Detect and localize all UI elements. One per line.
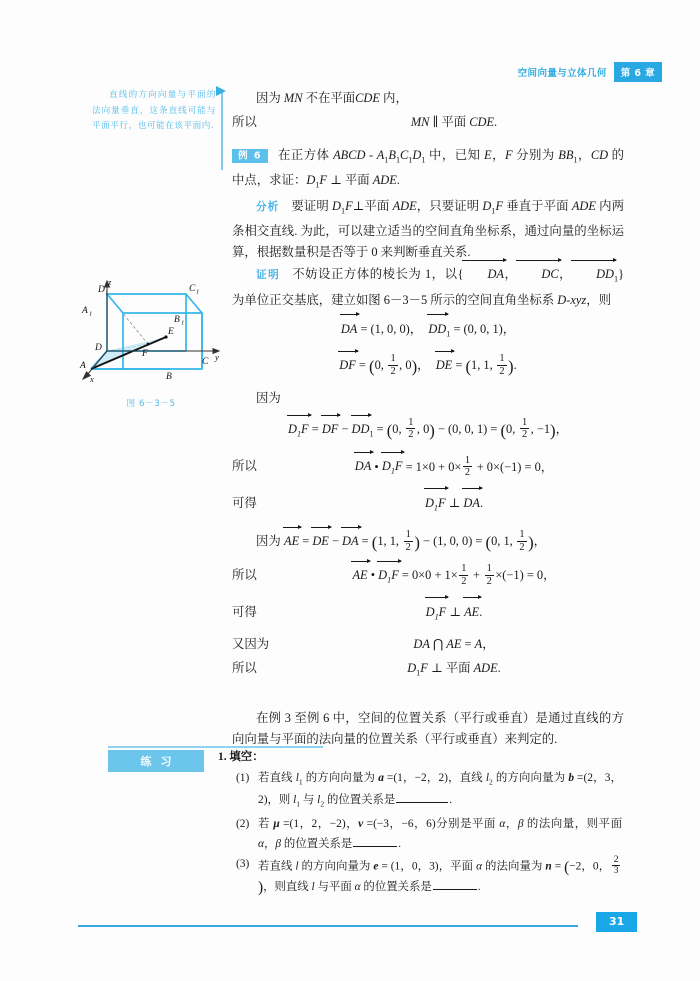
analysis-label: 分析 (256, 200, 280, 213)
figure-caption: 图 6－3－5 (126, 399, 176, 409)
margin-note-rule (221, 92, 223, 170)
exercise-item-2-text: 若 μ =(1，2，−2)，v =(−3，−6，6)分别是平面 α，β 的法向量，则平面 α，β 的位置关系是 . (258, 818, 622, 850)
label-E: E (168, 327, 174, 337)
deduce-2 (232, 601, 624, 627)
continued-therefore (232, 112, 624, 133)
exercise-item-3-text: 若直线 l 的方向向量为 e = (1，0，3)，平面 α 的法向量为 n = (−2，0， $\frac{2}{3}$ )，则直线 l 与平面 α 的位置关系是 . (258, 854, 619, 897)
example-tag: 例 6 (232, 149, 268, 164)
eq-perp-1: $D_1F$ ⊥ DA. (284, 492, 624, 518)
final-therefore (232, 658, 624, 683)
segment-AE (91, 337, 166, 369)
continued-formula: MN ∥ 平面 CDE. (410, 115, 498, 129)
eq-df-de: DF = (0, $\frac{1}{2}$ , 0)， DE = (1, 1, $\frac{1}{2}$ ). (339, 353, 517, 377)
label-B1: B (174, 315, 180, 325)
example-proof-intro: 证明 不妨设正方体的棱长为 1，以{ DA， DC， $DD_1$}为单位正交基底，建立如图 6－3－5 所示的空间直角坐标系 D-xyz，则 (232, 263, 624, 310)
exercise-item-1 (236, 769, 622, 815)
deduce-label-2: 可得 (232, 604, 257, 619)
exercise-list (218, 748, 622, 899)
because-label-2: 因为 (256, 534, 281, 549)
exercise-item-1-label: (1) (236, 771, 250, 784)
cube-figure (78, 272, 224, 409)
footer-rule (78, 925, 578, 927)
body-column (232, 88, 624, 752)
axis-label-x: x (90, 374, 94, 384)
exercise-badge: 练习 (108, 750, 204, 772)
page-number: 31 (596, 912, 637, 932)
answer-blank-1[interactable] (396, 793, 448, 804)
label-B: B (166, 372, 172, 382)
eq-ae: AE = DE − DA = (1, 1, $\frac{1}{2}$ ) − (1, 0, 0) = (0, 1, $\frac{1}{2}$ )， (284, 529, 547, 553)
because-1: 因为 (256, 391, 281, 406)
because-2 (232, 529, 624, 553)
eq-dot-2: AE • $D_1F = 0\times 0 + 1\times$ $\frac{1}{2}$ + $\frac{1}{2}$ ×(−1) = 0， (284, 563, 624, 590)
exercise-item-3-label: (3) (236, 858, 250, 871)
label-F: F (142, 349, 148, 359)
exercise-item-3 (236, 855, 622, 898)
continued-because: 因为 MN 不在平面CDE 内， (256, 91, 408, 105)
label-D1: D (98, 285, 105, 295)
exercise-number: 1. (218, 751, 227, 763)
cube-diagram-svg (78, 272, 224, 390)
again-because (232, 634, 624, 655)
therefore-1 (232, 455, 624, 482)
summary-paragraph: 在例 3 至例 6 中，空间的位置关系（平行或垂直）是通过直线的方向向量与平面的法向量的位置关系（平行或垂直）来判定的. (232, 710, 624, 746)
answer-blank-3[interactable] (433, 879, 477, 890)
deduce-label-1: 可得 (232, 495, 257, 510)
eq-d1f: $D_1F$ = DF − $DD_1 = (0$, $\frac{1}{2}$ , 0) − (0, 0, 1) = (0, $\frac{1}{2}$ , −1)， (232, 417, 624, 444)
svg-text:1: 1 (89, 310, 93, 318)
label-A1: A (82, 306, 88, 316)
label-D: D (95, 343, 102, 353)
answer-blank-2[interactable] (353, 836, 397, 847)
label-C: C (202, 357, 209, 367)
exercise-item-2-label: (2) (236, 818, 250, 831)
example-analysis: 分析 要证明 $D_1F\perp$平面 ADE，只要证明 $D_1F$ 垂直于平面 ADE 内两条相交直线. 为此，可以建立适当的空间直角坐标系，通过向量的坐标运算，根据数量积是否等于 0 来判断垂直关系. (232, 198, 624, 260)
margin-note-arrow-icon (216, 86, 226, 96)
proof-label: 证明 (256, 269, 281, 282)
chapter-badge: 第 6 章 (614, 62, 662, 82)
eq-da-dd1: DA = (1, 0, 0)， $DD_1 = (0$, 0, 1)， (232, 318, 624, 344)
eq-perp-2: $D_1F$ ⊥ AE. (284, 601, 624, 627)
svg-text:1: 1 (181, 319, 185, 327)
example-statement: 例 6 在正方体 ABCD - $A_1B_1C_1D_1$ 中，已知 E，F 分别为 $BB_1$，CD 的中点，求证：$D_1F$ ⊥ 平面 ADE. (232, 148, 625, 190)
again-label: 又因为 (232, 637, 270, 652)
eq-final: $D_1F$ ⊥ 平面 ADE. (407, 661, 501, 678)
svg-text:1: 1 (105, 289, 109, 297)
running-head (518, 62, 662, 82)
margin-note: 直线的方向向量与平面的法向量垂直，这条直线可能与平面平行，也可能在该平面内. (92, 90, 216, 132)
exercise-item-2 (236, 815, 622, 854)
therefore-2 (232, 563, 624, 590)
axis-label-z: z (108, 277, 112, 287)
eq-intersection: DA ⋂ AE = A， (413, 637, 495, 652)
exercise-heading-text: 填空： (229, 751, 264, 763)
exercise-heading (218, 748, 622, 768)
exercise-item-1-text: 若直线 $l_1$ 的方向向量为 a =(1，−2，2)，直线 $l_2$ 的方向向量为 b =(2，3，2)，则 $l_1$ 与 $l_2$ 的位置关系是 . (258, 771, 622, 809)
eq-dot-1: DA • $D_1F = 1\times 0 + 0\times$ $\frac{1}{2}$ + 0×(−1) = 0， (284, 455, 624, 482)
deduce-1 (232, 492, 624, 518)
label-C1: C (189, 284, 196, 294)
axis-label-y: y (215, 352, 219, 362)
final-label: 所以 (232, 661, 257, 676)
therefore-label-1: 所以 (232, 459, 257, 474)
therefore-label-2: 所以 (232, 568, 257, 583)
label-A: A (80, 361, 86, 371)
running-head-title: 空间向量与立体几何 (517, 67, 607, 79)
svg-text:1: 1 (196, 288, 200, 296)
therefore-label-0: 所以 (232, 115, 257, 129)
